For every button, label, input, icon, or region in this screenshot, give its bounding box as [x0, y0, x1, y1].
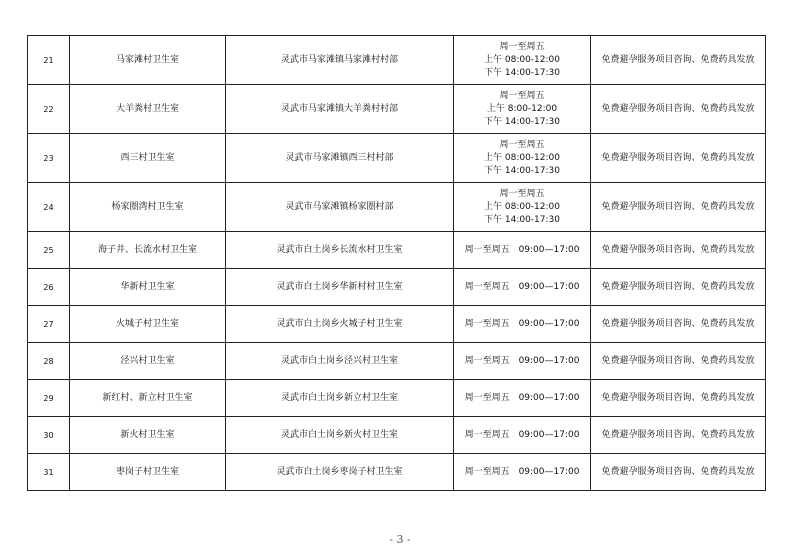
- hours-line: 上午 08:00-12:00: [484, 201, 560, 212]
- clinic-name: 枣岗子村卫生室: [70, 454, 226, 491]
- clinic-name: 新火村卫生室: [70, 417, 226, 454]
- service-content: 免费避孕服务项目咨询、免费药具发放: [591, 232, 766, 269]
- service-hours: 周一至周五 09:00—17:00: [454, 380, 591, 417]
- service-content: 免费避孕服务项目咨询、免费药具发放: [591, 380, 766, 417]
- service-hours: [454, 85, 591, 134]
- row-number: 31: [28, 454, 70, 491]
- service-hours: 周一至周五 09:00—17:00: [454, 454, 591, 491]
- table-row: [28, 343, 766, 380]
- service-hours: 周一至周五 09:00—17:00: [454, 306, 591, 343]
- service-content: 免费避孕服务项目咨询、免费药具发放: [591, 343, 766, 380]
- table-row: [28, 232, 766, 269]
- hours-line: 下午 14:00-17:30: [484, 214, 560, 225]
- table-row: [28, 454, 766, 491]
- clinic-table: [27, 35, 766, 491]
- clinic-address: 灵武市白土岗乡枣岗子村卫生室: [226, 454, 454, 491]
- clinic-address: 灵武市马家滩镇杨家圈村部: [226, 183, 454, 232]
- service-hours: 周一至周五 09:00—17:00: [454, 417, 591, 454]
- clinic-address: 灵武市马家滩镇大羊粪村村部: [226, 85, 454, 134]
- hours-line: 下午 14:00-17:30: [484, 67, 560, 78]
- row-number: 22: [28, 85, 70, 134]
- clinic-name: 杨家圈湾村卫生室: [70, 183, 226, 232]
- clinic-name: 火城子村卫生室: [70, 306, 226, 343]
- service-hours: [454, 134, 591, 183]
- row-number: 21: [28, 36, 70, 85]
- table-row: [28, 36, 766, 85]
- hours-line: 周一至周五: [499, 139, 545, 150]
- clinic-address: 灵武市白土岗乡华新村村卫生室: [226, 269, 454, 306]
- table-row: [28, 269, 766, 306]
- hours-line: 周一至周五: [499, 90, 545, 101]
- clinic-table-body: [28, 36, 766, 491]
- hours-line: 上午 08:00-12:00: [484, 152, 560, 163]
- row-number: 27: [28, 306, 70, 343]
- clinic-name: 西三村卫生室: [70, 134, 226, 183]
- row-number: 30: [28, 417, 70, 454]
- row-number: 24: [28, 183, 70, 232]
- hours-line: 上午 8:00-12:00: [486, 103, 558, 114]
- service-content: 免费避孕服务项目咨询、免费药具发放: [591, 306, 766, 343]
- clinic-name: 泾兴村卫生室: [70, 343, 226, 380]
- service-content: 免费避孕服务项目咨询、免费药具发放: [591, 417, 766, 454]
- clinic-address: 灵武市白土岗乡泾兴村卫生室: [226, 343, 454, 380]
- row-number: 29: [28, 380, 70, 417]
- hours-line: 下午 14:00-17:30: [484, 116, 560, 127]
- table-row: [28, 134, 766, 183]
- service-content: 免费避孕服务项目咨询、免费药具发放: [591, 183, 766, 232]
- service-content: 免费避孕服务项目咨询、免费药具发放: [591, 134, 766, 183]
- service-hours: 周一至周五 09:00—17:00: [454, 232, 591, 269]
- hours-line: 下午 14:00-17:30: [484, 165, 560, 176]
- row-number: 28: [28, 343, 70, 380]
- clinic-name: 新红村、新立村卫生室: [70, 380, 226, 417]
- row-number: 25: [28, 232, 70, 269]
- row-number: 23: [28, 134, 70, 183]
- service-content: 免费避孕服务项目咨询、免费药具发放: [591, 36, 766, 85]
- clinic-address: 灵武市马家滩镇西三村村部: [226, 134, 454, 183]
- table-row: [28, 306, 766, 343]
- table-row: [28, 85, 766, 134]
- table-row: [28, 380, 766, 417]
- service-hours: [454, 36, 591, 85]
- service-hours: 周一至周五 09:00—17:00: [454, 343, 591, 380]
- hours-line: 周一至周五: [499, 41, 545, 52]
- row-number: 26: [28, 269, 70, 306]
- clinic-name: 海子井、长流水村卫生室: [70, 232, 226, 269]
- service-content: 免费避孕服务项目咨询、免费药具发放: [591, 454, 766, 491]
- service-content: 免费避孕服务项目咨询、免费药具发放: [591, 269, 766, 306]
- clinic-address: 灵武市白土岗乡火城子村卫生室: [226, 306, 454, 343]
- clinic-address: 灵武市白土岗乡新立村卫生室: [226, 380, 454, 417]
- clinic-name: 大羊粪村卫生室: [70, 85, 226, 134]
- service-hours: [454, 183, 591, 232]
- clinic-name: 马家滩村卫生室: [70, 36, 226, 85]
- hours-line: 周一至周五: [499, 188, 545, 199]
- page-number: - 3 -: [389, 533, 411, 546]
- service-hours: 周一至周五 09:00—17:00: [454, 269, 591, 306]
- clinic-address: 灵武市白土岗乡长流水村卫生室: [226, 232, 454, 269]
- service-content: 免费避孕服务项目咨询、免费药具发放: [591, 85, 766, 134]
- table-row: [28, 183, 766, 232]
- clinic-address: 灵武市马家滩镇马家滩村村部: [226, 36, 454, 85]
- clinic-address: 灵武市白土岗乡新火村卫生室: [226, 417, 454, 454]
- clinic-name: 华新村卫生室: [70, 269, 226, 306]
- hours-line: 上午 08:00-12:00: [484, 54, 560, 65]
- table-row: [28, 417, 766, 454]
